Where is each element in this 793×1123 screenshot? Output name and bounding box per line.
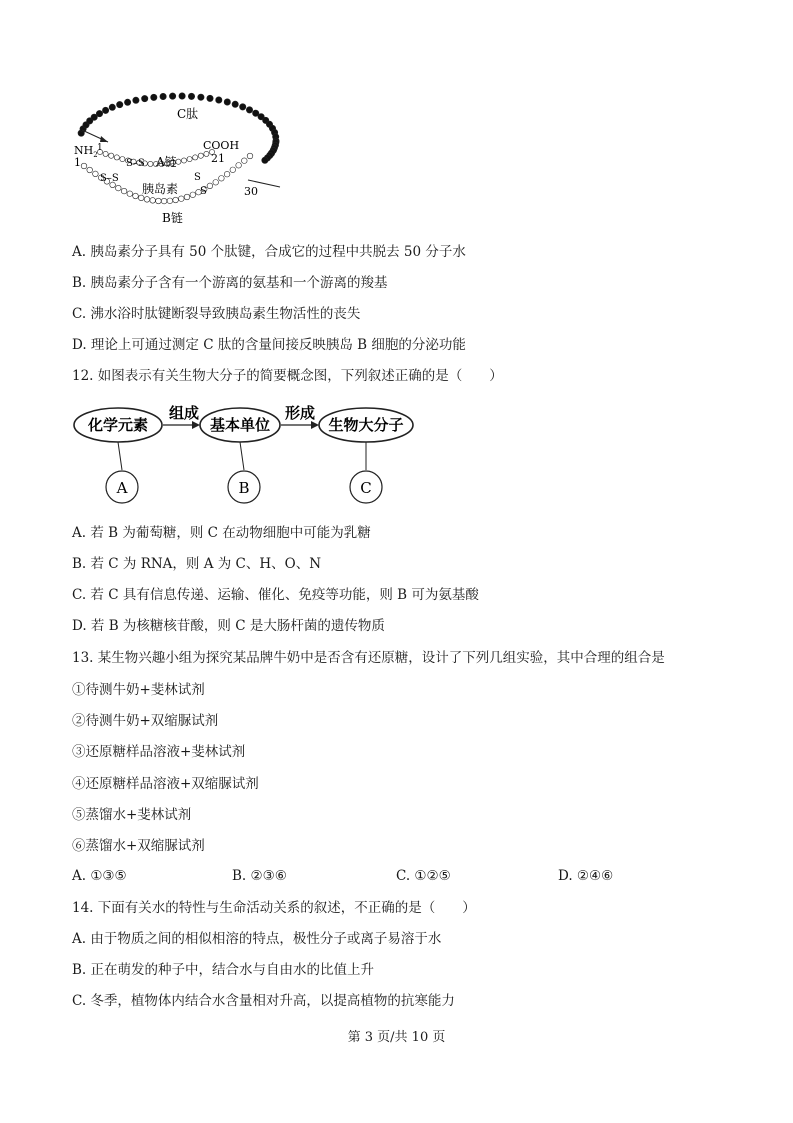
b-chain-bead xyxy=(87,167,93,173)
b-chain-bead xyxy=(242,158,248,164)
q12-option-a: A. 若 B 为葡萄糖，则 C 在动物细胞中可能为乳糖 xyxy=(72,525,371,541)
c-peptide-bead xyxy=(207,95,213,101)
node2-label: 基本单位 xyxy=(209,416,271,434)
b-chain-bead xyxy=(179,196,185,202)
c-peptide-bead xyxy=(169,93,175,99)
b-chain-bead xyxy=(207,183,213,189)
b-chain-end-number: 30 xyxy=(244,185,258,198)
a-chain-bead xyxy=(181,158,186,163)
q11-option-a: A. 胰岛素分子具有 50 个肽键，合成它的过程中共脱去 50 分子水 xyxy=(72,244,466,260)
arrowhead-compose-icon xyxy=(192,421,200,429)
c-peptide-bead xyxy=(160,93,166,99)
b-chain-bead xyxy=(184,194,190,200)
connector-b xyxy=(240,442,244,470)
q11-option-d: D. 理论上可通过测定 C 肽的含量间接反映胰岛 B 细胞的分泌功能 xyxy=(72,337,466,353)
c-peptide-bead xyxy=(179,93,185,99)
a-chain-bead xyxy=(114,155,119,160)
b-chain-bead xyxy=(116,185,122,191)
page-footer: 第 3 页/共 10 页 xyxy=(347,1030,446,1045)
q12-option-c: C. 若 C 具有信息传递、运输、催化、免疫等功能，则 B 可为氨基酸 xyxy=(72,587,479,603)
c-peptide-bead xyxy=(117,101,123,107)
b-chain-label: B链 xyxy=(162,211,183,225)
a-chain-end-number: 21 xyxy=(211,152,225,165)
q13-item-6: ⑥蒸馏水+双缩脲试剂 xyxy=(72,838,205,854)
disulfide-bond-3: S xyxy=(194,172,201,183)
arrowhead-left-icon xyxy=(100,136,108,142)
q13-option-d: D. ②④⑥ xyxy=(558,868,614,884)
circle-a-label: A xyxy=(116,479,128,497)
arrowhead-form-icon xyxy=(311,421,319,429)
a-chain-bead xyxy=(109,153,114,158)
b-chain-bead xyxy=(219,176,225,182)
b-chain-bead xyxy=(190,192,196,198)
disulfide-bond-4: S xyxy=(200,186,207,197)
q13-option-c: C. ①②⑤ xyxy=(396,868,451,884)
b-chain-bead xyxy=(127,191,133,197)
q13-option-a: A. ①③⑤ xyxy=(72,868,127,884)
q13-stem: 13. 某生物兴趣小组为探究某品牌牛奶中是否含有还原糖，设计了下列几组实验，其中合理的组合是 xyxy=(72,650,665,666)
c-peptide-bead xyxy=(142,95,148,101)
c-peptide-bead xyxy=(151,94,157,100)
b-chain-bead xyxy=(247,153,253,159)
c-peptide-bead xyxy=(224,99,230,105)
c-peptide-bead xyxy=(232,101,238,107)
b-chain-bead xyxy=(161,198,167,204)
c-peptide-bead xyxy=(216,97,222,103)
q11-option-c: C. 沸水浴时肽键断裂导致胰岛素生物活性的丧失 xyxy=(72,306,361,322)
c-peptide-bead xyxy=(198,94,204,100)
insulin-structure-figure xyxy=(70,92,290,227)
a-chain-bead xyxy=(198,153,203,158)
q14-option-c: C. 冬季，植物体内结合水含量相对升高，以提高植物的抗寒能力 xyxy=(72,993,455,1009)
nh2-label: $NH_2$ xyxy=(74,144,98,159)
a-chain-label: A链 xyxy=(156,155,177,169)
q13-item-4: ④还原糖样品溶液+双缩脲试剂 xyxy=(72,776,259,792)
q14-stem: 14. 下面有关水的特性与生命活动关系的叙述，不正确的是（ ） xyxy=(72,900,476,916)
q13-item-3: ③还原糖样品溶液+斐林试剂 xyxy=(72,744,246,760)
connector-a xyxy=(118,442,122,470)
disulfide-bond-2: S–S xyxy=(100,173,119,184)
b-chain-bead xyxy=(230,167,236,173)
b-chain-bead xyxy=(156,198,162,204)
q14-option-a: A. 由于物质之间的相似相溶的特点，极性分子或离子易溶于水 xyxy=(72,931,442,947)
b-chain-bead xyxy=(173,197,179,203)
b-chain-bead xyxy=(236,163,242,169)
q12-option-b: B. 若 C 为 RNA，则 A 为 C、H、O、N xyxy=(72,556,322,572)
q12-stem: 12. 如图表示有关生物大分子的简要概念图，下列叙述正确的是（ ） xyxy=(72,368,503,384)
c-peptide-bead xyxy=(102,107,108,113)
insulin-label: 胰岛素 xyxy=(142,182,179,196)
c-peptide-bead xyxy=(124,99,130,105)
q13-item-5: ⑤蒸馏水+斐林试剂 xyxy=(72,807,192,823)
q14-option-b: B. 正在萌发的种子中，结合水与自由水的比值上升 xyxy=(72,962,375,978)
c-peptide-bead xyxy=(133,97,139,103)
c-peptide-bead xyxy=(240,104,246,110)
b-chain-bead xyxy=(81,163,87,169)
q13-item-2: ②待测牛奶+双缩脲试剂 xyxy=(72,713,219,729)
b-chain-bead xyxy=(121,188,127,194)
q13-options-row xyxy=(72,868,732,886)
b-chain-bead xyxy=(144,197,150,203)
cooh-label: COOH xyxy=(203,139,240,152)
q13-item-1: ①待测牛奶+斐林试剂 xyxy=(72,682,205,698)
c-peptide-label: C肽 xyxy=(177,107,199,121)
b-chain-bead xyxy=(93,171,99,177)
arrow1-label: 组成 xyxy=(168,404,200,422)
b-chain-start-number: 1 xyxy=(74,156,81,169)
a-chain-bead xyxy=(193,155,198,160)
q11-option-b: B. 胰岛素分子含有一个游离的氨基和一个游离的羧基 xyxy=(72,275,388,291)
q12-option-d: D. 若 B 为核糖核苷酸，则 C 是大肠杆菌的遗传物质 xyxy=(72,618,385,634)
c-peptide-bead xyxy=(109,104,115,110)
b-chain-bead xyxy=(150,198,156,204)
a-chain-start-number: 1 xyxy=(97,143,103,153)
a-chain-bead xyxy=(120,157,125,162)
circle-c-label: C xyxy=(360,479,372,497)
b-chain-bead xyxy=(133,193,139,199)
q13-option-b: B. ②③⑥ xyxy=(232,868,287,884)
a-chain-bead xyxy=(187,157,192,162)
circle-b-label: B xyxy=(238,479,250,497)
node1-label: 化学元素 xyxy=(87,416,149,434)
arrow2-label: 形成 xyxy=(284,404,316,422)
a-chain-bead xyxy=(204,151,209,156)
b-chain-bead xyxy=(213,180,219,186)
c-peptide-bead xyxy=(188,93,194,99)
c-peptide-bead xyxy=(96,110,102,116)
c-peptide-bead xyxy=(262,157,268,163)
b-chain-bead xyxy=(167,198,173,204)
node3-label: 生物大分子 xyxy=(328,416,404,434)
a-chain-bead xyxy=(103,151,108,156)
concept-map-figure xyxy=(72,398,422,508)
c-peptide-bead xyxy=(246,107,252,113)
disulfide-bond-1: S–S xyxy=(126,158,145,169)
a-chain-bead xyxy=(148,161,153,166)
b-chain-bead xyxy=(224,171,230,177)
